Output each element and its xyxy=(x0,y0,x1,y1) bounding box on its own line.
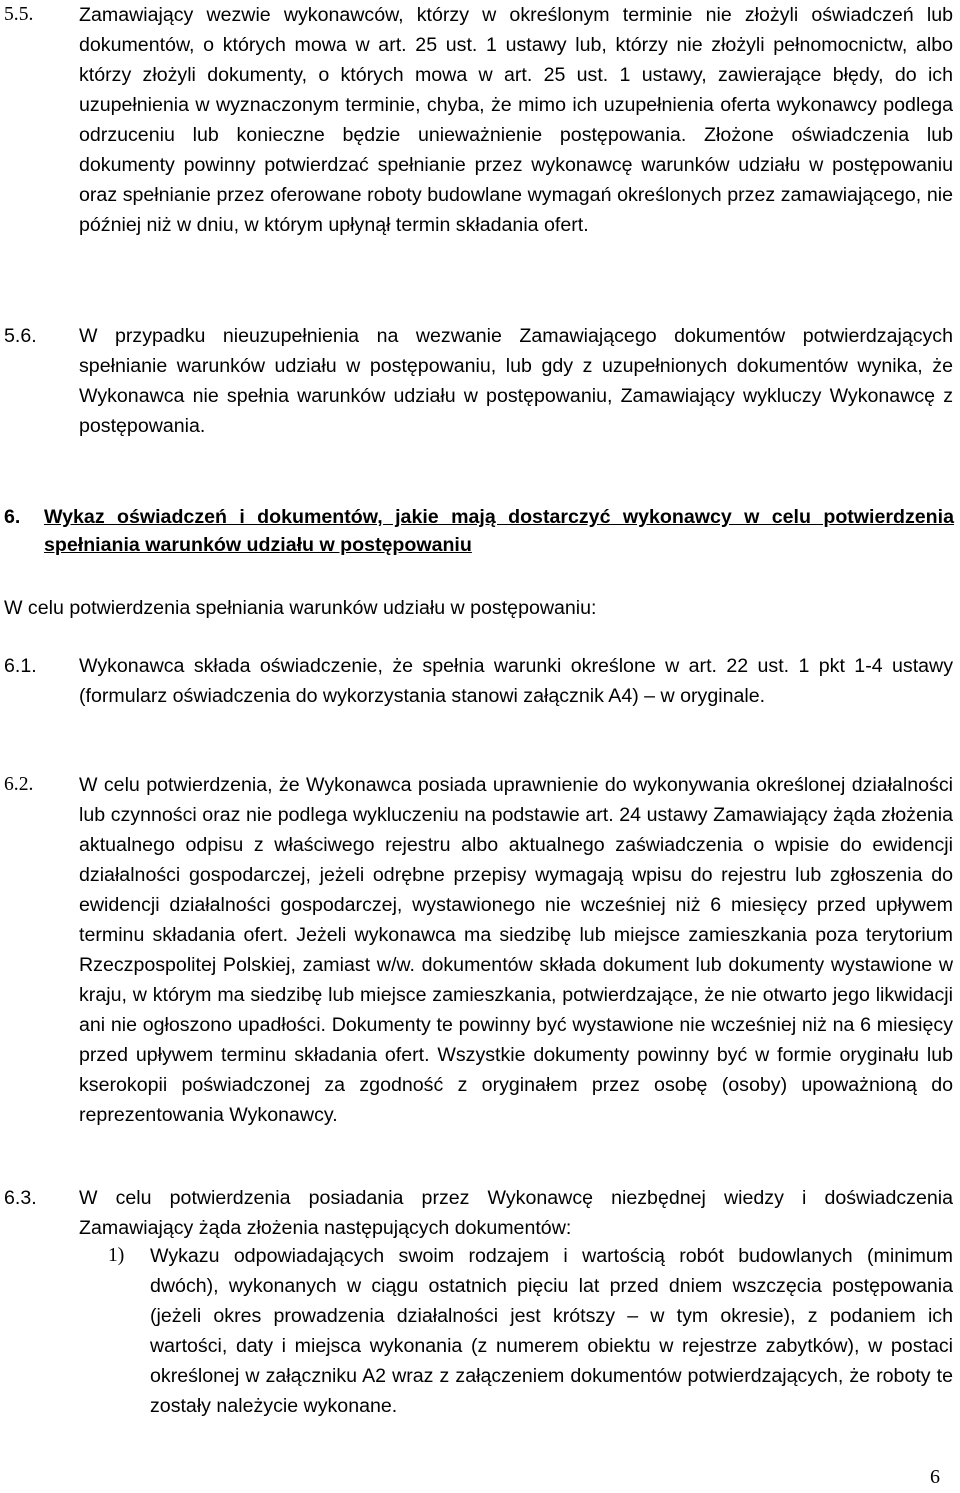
heading-text: Wykaz oświadczeń i dokumentów, jakie mają dostarczyć wykonawcy w celu potwierdzenia spełniania warunków udziału w postępowaniu xyxy=(44,506,954,556)
section-text: W przypadku nieuzupełnienia na wezwanie Zamawiającego dokumentów potwierdzających spełnianie warunków udziału w postępowaniu, lub gdy z uzupełnionych dokumentów wynika, że Wykonawca nie spełnia warunków udziału w postępowaniu, Zamawiający wykluczy Wykonawcę z postępowania. xyxy=(79,325,953,437)
section-6-heading xyxy=(4,503,954,559)
subitem-1 xyxy=(0,1241,960,1421)
page-number: 6 xyxy=(930,1466,940,1488)
subitem-text: Wykazu odpowiadających swoim rodzajem i wartością robót budowlanych (minimum dwóch), wykonanych w ciągu ostatnich pięciu lat przed dniem wszczęcia postępowania (jeżeli okres prowadzenia działalności jest krótszy – w tym okresie), z podaniem ich wartości, daty i miejsca wykonania (z numerem obiektu w rejestrze zabytków), w postaci określonej w załączniku A2 wraz z załączeniem dokumentów potwierdzających, że roboty te zostały należycie wykonane. xyxy=(150,1245,953,1417)
section-number: 5.5. xyxy=(4,4,34,25)
section-5-6 xyxy=(0,321,960,441)
item-number: 6.2. xyxy=(4,774,34,795)
intro-text: W celu potwierdzenia spełniania warunków udziału w postępowaniu: xyxy=(4,597,597,619)
item-text: W celu potwierdzenia, że Wykonawca posiada uprawnienie do wykonywania określonej działalności lub czynności oraz nie podlega wykluczeniu na podstawie art. 24 ustawy Zamawiający żąda złożenia aktualnego odpisu z właściwego rejestru albo aktualnego zaświadczenia o wpisie do ewidencji działalności gospodarczej, jeżeli odrębne przepisy wymagają wpisu do rejestru lub zgłoszenia do ewidencji działalności gospodarczej, wystawionego nie wcześniej niż 6 miesięcy przed upływem terminu składania ofert. Jeżeli wykonawca ma siedzibę lub miejsce zamieszkania poza terytorium Rzeczpospolitej Polskiej, zamiast w/w. dokumentów składa dokument lub dokumenty wystawione w kraju, w którym ma siedzibę lub miejsce zamieszkania, potwierdzające, że nie otwarto jego likwidacji ani nie ogłoszono upadłości. Dokumenty te powinny być wystawione nie wcześniej niż na 6 miesięcy przed upływem terminu składania ofert. Wszystkie dokumenty powinny być w formie oryginału lub kserokopii poświadczonej za zgodność z oryginałem przez osobę (osoby) upoważnioną do reprezentowania Wykonawcy. xyxy=(79,774,953,1126)
heading-number: 6. xyxy=(4,506,21,528)
item-text: Wykonawca składa oświadczenie, że spełnia warunki określone w art. 22 ust. 1 pkt 1-4 ustawy (formularz oświadczenia do wykorzystania stanowi załącznik A4) – w oryginale. xyxy=(79,655,953,707)
item-text: W celu potwierdzenia posiadania przez Wykonawcę niezbędnej wiedzy i doświadczenia Zamawiający żąda złożenia następujących dokumentów: xyxy=(79,1187,953,1239)
item-6-1 xyxy=(0,651,960,711)
item-number: 6.3. xyxy=(4,1187,37,1209)
item-6-2 xyxy=(0,770,960,1130)
section-5-5 xyxy=(0,0,960,240)
section-text: Zamawiający wezwie wykonawców, którzy w określonym terminie nie złożyli oświadczeń lub dokumentów, o których mowa w art. 25 ust. 1 ustawy lub, którzy nie złożyli pełnomocnictw, albo którzy złożyli dokumenty, o których mowa w art. 25 ust. 1 ustawy, zawierające błędy, do ich uzupełnienia w wyznaczonym terminie, chyba, że mimo ich uzupełnienia oferta wykonawcy podlega odrzuceniu lub konieczne będzie unieważnienie postępowania. Złożone oświadczenia lub dokumenty powinny potwierdzać spełnianie przez wykonawcę warunków udziału w postępowaniu oraz spełnianie przez oferowane roboty budowlane wymagań określonych przez zamawiającego, nie później niż w dniu, w którym upłynął termin składania ofert. xyxy=(79,4,953,236)
item-6-3 xyxy=(0,1183,960,1243)
subitem-number: 1) xyxy=(108,1245,125,1266)
section-number: 5.6. xyxy=(4,325,37,347)
item-number: 6.1. xyxy=(4,655,37,677)
